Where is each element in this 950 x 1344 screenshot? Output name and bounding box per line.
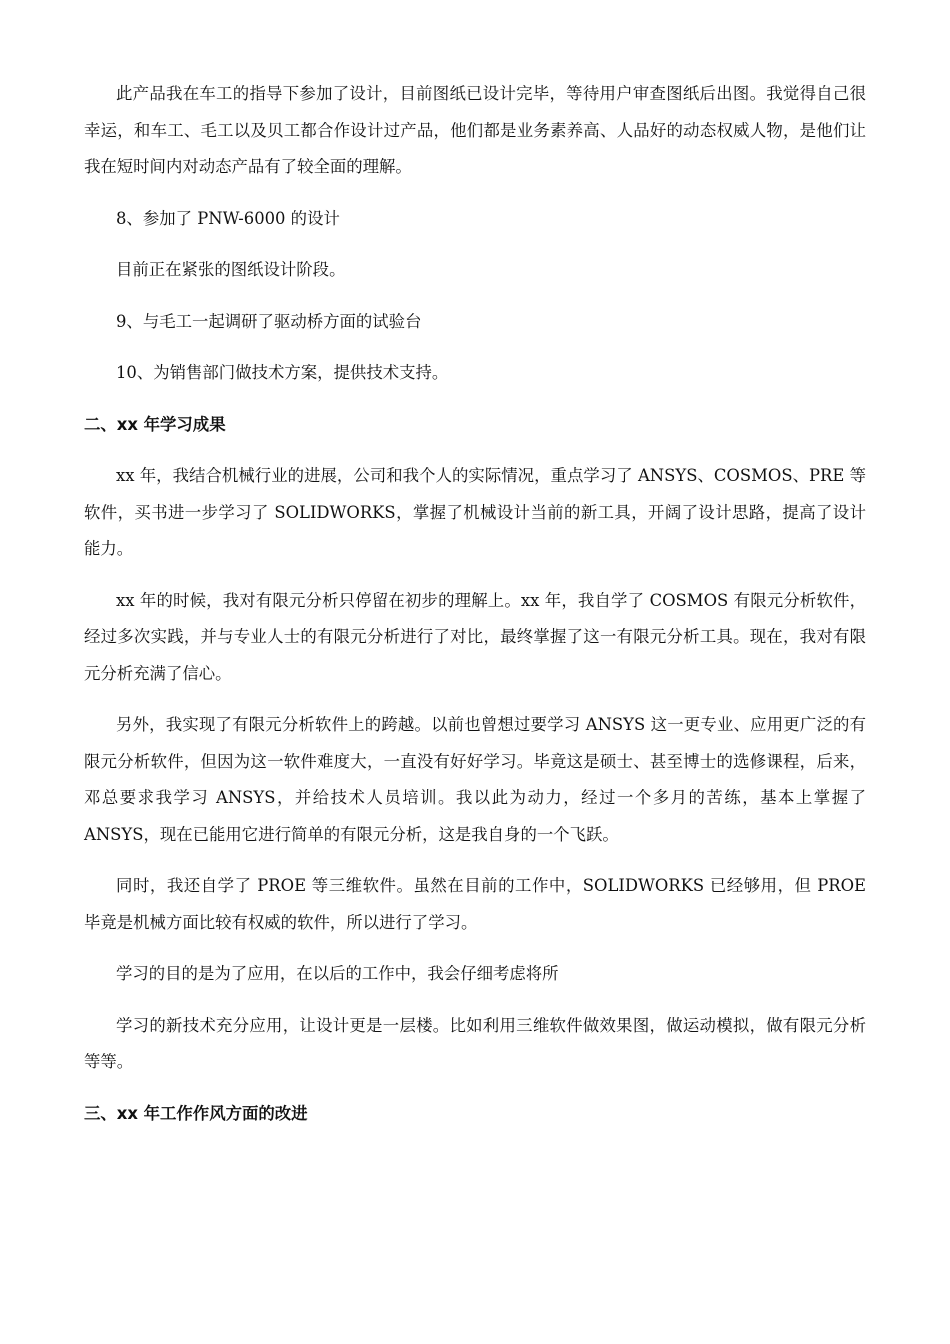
list-item-8: 8、参加了 PNW-6000 的设计 [116, 208, 340, 228]
paragraph-drawing-stage: 目前正在紧张的图纸设计阶段。 [116, 260, 346, 279]
paragraph-learning-purpose: 学习的目的是为了应用，在以后的工作中，我会仔细考虑将所 [116, 964, 559, 983]
list-item-9: 9、与毛工一起调研了驱动桥方面的试验台 [116, 311, 422, 331]
section-heading-learning: 二、xx 年学习成果 [84, 414, 226, 434]
paragraph-ansys: 另外，我实现了有限元分析软件上的跨越。以前也曾想过要学习 ANSYS 这一更专业、应用更广泛的有限元分析软件，但因为这一软件难度大，一直没有好好学习。毕竟这是硕士、甚至博士的选修课程，后来，邓总要求我学习 ANSYS，并给技术人员培训。我以此为动力，经过一个多月的苦练，基本上掌握了 ANSYS，现在已能用它进行简单的有限元分析，这是我自身的一个飞跃。 [84, 715, 866, 844]
paragraph-application: 学习的新技术充分应用，让设计更是一层楼。比如利用三维软件做效果图，做运动模拟，做有限元分析等等。 [84, 1015, 866, 1071]
paragraph-fea-learning: xx 年的时候，我对有限元分析只停留在初步的理解上。xx 年，我自学了 COSMOS 有限元分析软件，经过多次实践，并与专业人士的有限元分析进行了对比，最终掌握了这一有限元分析工具。现在，我对有限元分析充满了信心。 [84, 590, 866, 683]
list-item-10: 10、为销售部门做技术方案，提供技术支持。 [116, 363, 449, 382]
paragraph-proe: 同时，我还自学了 PROE 等三维软件。虽然在目前的工作中，SOLIDWORKS 已经够用，但 PROE 毕竟是机械方面比较有权威的软件，所以进行了学习。 [84, 876, 866, 932]
paragraph-product-design: 此产品我在车工的指导下参加了设计，目前图纸已设计完毕，等待用户审查图纸后出图。我觉得自己很幸运，和车工、毛工以及贝工都合作设计过产品，他们都是业务素养高、人品好的动态权威人物，是他们让我在短时间内对动态产品有了较全面的理解。 [84, 84, 866, 176]
section-heading-work-style: 三、xx 年工作作风方面的改进 [84, 1103, 308, 1123]
paragraph-software-learning: xx 年，我结合机械行业的进展，公司和我个人的实际情况，重点学习了 ANSYS、COSMOS、PRE 等软件，买书进一步学习了 SOLIDWORKS，掌握了机械设计当前的新工具，开阔了设计思路，提高了设计能力。 [84, 466, 866, 558]
document-body [84, 76, 866, 1147]
